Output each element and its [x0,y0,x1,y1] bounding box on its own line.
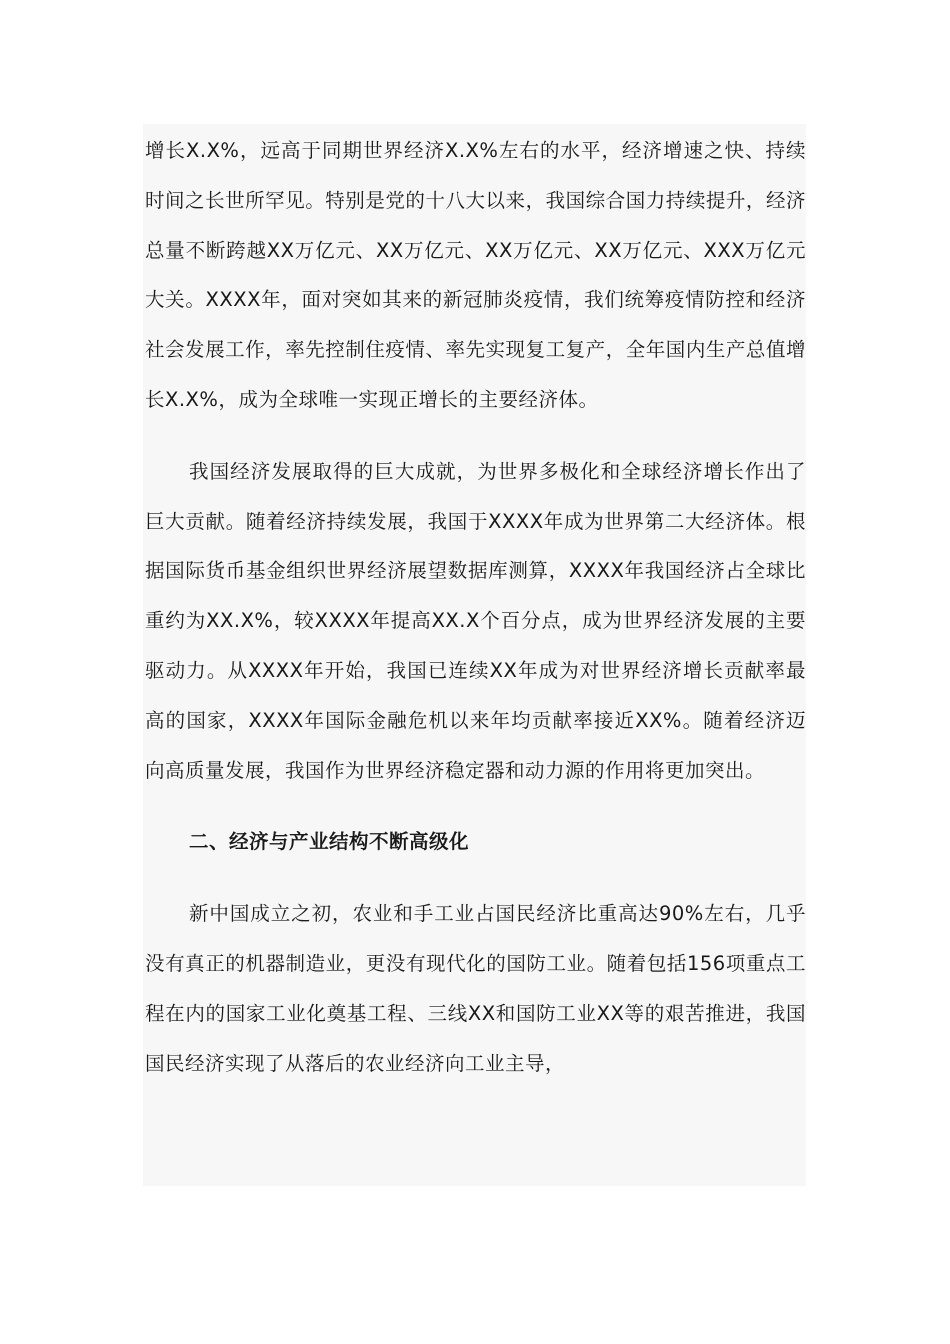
paragraph-2: 我国经济发展取得的巨大成就，为世界多极化和全球经济增长作出了巨大贡献。随着经济持续发展，我国于XXXX年成为世界第二大经济体。根据国际货币基金组织世界经济展望数据库测算，XXXX年我国经济占全球比重约为XX.X%，较XXXX年提高XX.X个百分点，成为世界经济发展的主要驱动力。从XXXX年开始，我国已连续XX年成为对世界经济增长贡献率最高的国家，XXXX年国际金融危机以来年均贡献率接近XX%。随着经济迈向高质量发展，我国作为世界经济稳定器和动力源的作用将更加突出。 [145,459,806,782]
paragraph-1: 增长X.X%，远高于同期世界经济X.X%左右的水平，经济增速之快、持续时间之长世所罕见。特别是党的十八大以来，我国综合国力持续提升，经济总量不断跨越XX万亿元、XX万亿元、XX万亿元、XX万亿元、XXX万亿元大关。XXXX年，面对突如其来的新冠肺炎疫情，我们统筹疫情防控和经济社会发展工作，率先控制住疫情、率先实现复工复产，全年国内生产总值增长X.X%，成为全球唯一实现正增长的主要经济体。 [145,139,806,411]
document-body [143,124,806,1186]
section-heading: 二、经济与产业结构不断高级化 [189,830,470,854]
paragraph-3: 新中国成立之初，农业和手工业占国民经济比重高达90%左右，几乎没有真正的机器制造业，更没有现代化的国防工业。随着包括156项重点工程在内的国家工业化奠基工程、三线XX和国防工业XX等的艰苦推进，我国国民经济实现了从落后的农业经济向工业主导， [145,902,806,1075]
